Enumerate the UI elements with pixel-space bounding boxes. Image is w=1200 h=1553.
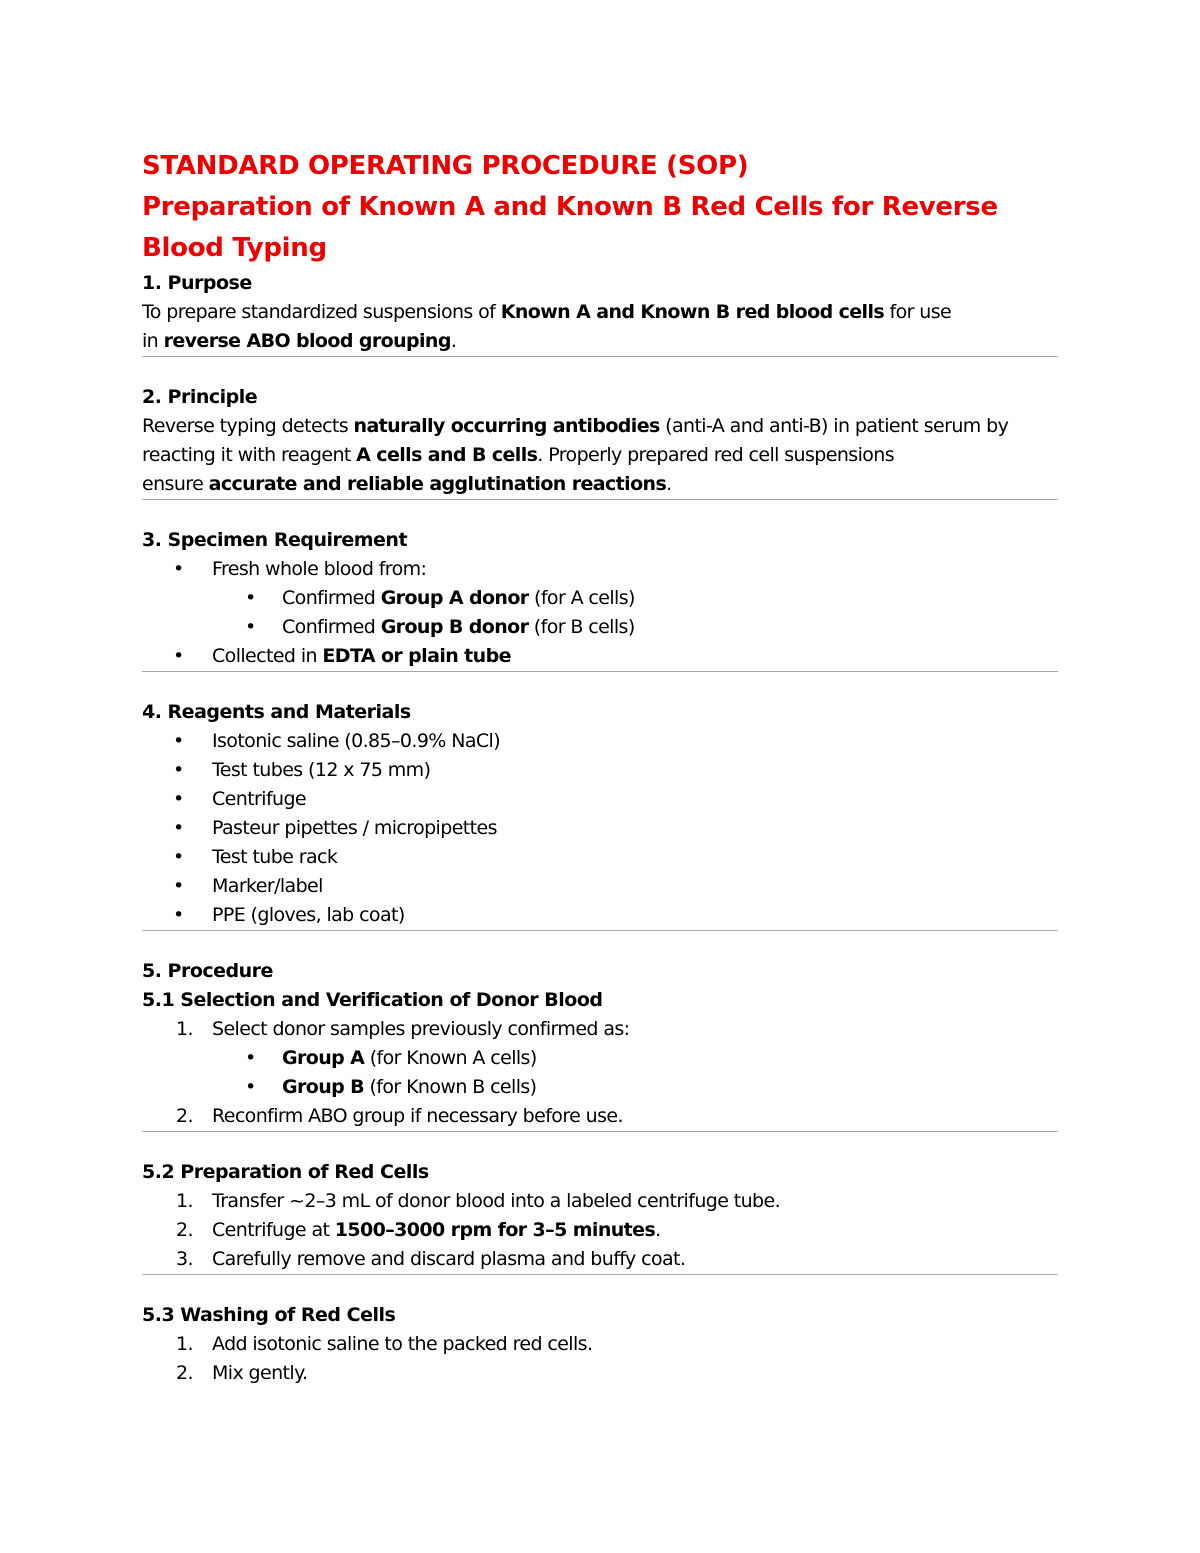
purpose-line-2: in reverse ABO blood grouping.	[142, 330, 457, 352]
principle-line-2: reacting it with reagent A cells and B cells. Properly prepared red cell suspensions	[142, 444, 895, 466]
list-item: 1. Transfer ~2–3 mL of donor blood into a labeled centrifuge tube.	[176, 1190, 781, 1212]
bullet-icon: •	[173, 875, 184, 897]
bullet-icon: •	[245, 587, 256, 609]
title-line-3: Blood Typing	[142, 233, 327, 263]
divider	[142, 356, 1058, 357]
list-item: • Test tube rack	[142, 843, 1058, 872]
bullet-icon: •	[173, 730, 184, 752]
bullet-icon: •	[245, 616, 256, 638]
list-item: • Confirmed Group A donor (for A cells)	[142, 584, 1058, 613]
subsection-5-3-list	[142, 1330, 1058, 1388]
list-item: 1. Select donor samples previously confirmed as:	[176, 1018, 630, 1040]
list-item: 2. Reconfirm ABO group if necessary before use.	[176, 1105, 623, 1127]
subsection-5-3-heading: 5.3 Washing of Red Cells	[142, 1304, 396, 1326]
bullet-icon: •	[173, 759, 184, 781]
list-item: • PPE (gloves, lab coat)	[142, 901, 1058, 930]
subsection-5-2-list	[142, 1187, 1058, 1274]
specimen-list	[142, 555, 1058, 671]
specimen-heading: 3. Specimen Requirement	[142, 529, 408, 551]
list-item: 2. Mix gently.	[176, 1362, 308, 1384]
list-item: 1. Add isotonic saline to the packed red cells.	[176, 1333, 593, 1355]
reagents-list	[142, 727, 1058, 930]
bullet-icon: •	[245, 1047, 256, 1069]
list-item: • Test tubes (12 x 75 mm)	[142, 756, 1058, 785]
section-specimen	[142, 526, 1058, 671]
list-item: • Pasteur pipettes / micropipettes	[142, 814, 1058, 843]
section-principle	[142, 383, 1058, 499]
subsection-5-1-list	[142, 1015, 1058, 1131]
principle-line-3: ensure accurate and reliable agglutination reactions.	[142, 473, 672, 495]
bullet-icon: •	[173, 558, 184, 580]
divider	[142, 1274, 1058, 1275]
subsection-5-2-heading: 5.2 Preparation of Red Cells	[142, 1161, 429, 1183]
section-procedure	[142, 957, 1058, 1131]
list-item: • Confirmed Group B donor (for B cells)	[142, 613, 1058, 642]
divider	[142, 930, 1058, 931]
list-item: • Group A (for Known A cells)	[142, 1044, 1058, 1073]
bullet-icon: •	[245, 1076, 256, 1098]
title-line-2: Preparation of Known A and Known B Red Cells for Reverse	[142, 192, 998, 222]
section-reagents	[142, 698, 1058, 930]
purpose-heading: 1. Purpose	[142, 272, 252, 294]
principle-line-1: Reverse typing detects naturally occurring antibodies (anti-A and anti-B) in patient serum by	[142, 415, 1009, 437]
bullet-icon: •	[173, 817, 184, 839]
subsection-5-2	[142, 1158, 1058, 1274]
list-item: • Group B (for Known B cells)	[142, 1073, 1058, 1102]
subsection-5-1-heading: 5.1 Selection and Verification of Donor Blood	[142, 989, 603, 1011]
document-body	[142, 146, 1058, 1388]
section-purpose	[142, 269, 1058, 356]
purpose-line-1: To prepare standardized suspensions of Known A and Known B red blood cells for use	[142, 301, 952, 323]
title-line-1: STANDARD OPERATING PROCEDURE (SOP)	[142, 151, 749, 181]
subsection-5-3	[142, 1301, 1058, 1388]
bullet-icon: •	[173, 846, 184, 868]
procedure-heading: 5. Procedure	[142, 960, 273, 982]
list-item: 2. Centrifuge at 1500–3000 rpm for 3–5 minutes.	[176, 1219, 661, 1241]
list-item: • Collected in EDTA or plain tube	[142, 642, 1058, 671]
bullet-icon: •	[173, 788, 184, 810]
bullet-icon: •	[173, 645, 184, 667]
divider	[142, 671, 1058, 672]
doc-title	[142, 146, 1058, 269]
bullet-icon: •	[173, 904, 184, 926]
list-item: • Isotonic saline (0.85–0.9% NaCl)	[142, 727, 1058, 756]
list-item: • Fresh whole blood from:	[142, 555, 1058, 584]
divider	[142, 1131, 1058, 1132]
reagents-heading: 4. Reagents and Materials	[142, 701, 411, 723]
principle-heading: 2. Principle	[142, 386, 258, 408]
list-item: • Centrifuge	[142, 785, 1058, 814]
list-item: • Marker/label	[142, 872, 1058, 901]
list-item: 3. Carefully remove and discard plasma and buffy coat.	[176, 1248, 686, 1270]
divider	[142, 499, 1058, 500]
